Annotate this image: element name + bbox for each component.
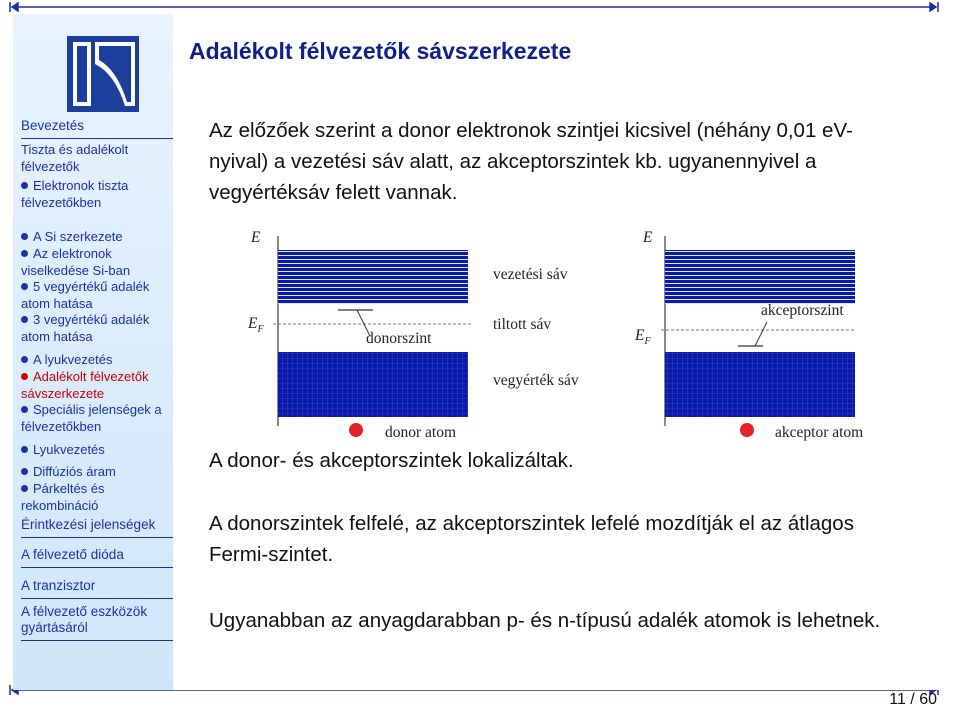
donor-level-label: donorszint [366, 330, 432, 347]
page-number: 11 / 60 [889, 691, 937, 708]
sidebar-item-diffusion[interactable]: Diffúziós áram [21, 464, 173, 481]
sidebar-item-hole-conduction[interactable]: A lyukvezetés [21, 352, 173, 369]
frame-title: Adalékolt félvezetők sávszerkezete [189, 38, 572, 64]
sidebar-item-special-phenomena[interactable]: Speciális jelenségek a félvezetőkben [21, 402, 162, 434]
bullet-icon [21, 356, 28, 363]
acceptor-pointer [755, 322, 767, 346]
forbidden-band-label: tiltott sáv [493, 316, 552, 333]
bullet-icon [21, 250, 28, 257]
bullet-icon [21, 446, 28, 453]
bullet-icon [21, 283, 28, 290]
acceptor-atom-label: akceptor atom [775, 424, 864, 441]
acceptor-level-label: akceptorszint [761, 302, 844, 319]
bullet-icon [21, 485, 28, 492]
axis-e-right: E [643, 229, 653, 246]
valence-band [278, 352, 468, 417]
paragraph-localized: A donor- és akceptorszintek lokalizáltak. [209, 449, 574, 472]
sidebar-item-hole-current[interactable]: Lyukvezetés [21, 442, 173, 459]
sidebar-section-diode[interactable]: A félvezető dióda [21, 547, 173, 568]
donor-atom-icon [349, 423, 363, 437]
paragraph-fermi-shift: A donorszintek felfelé, az akceptorszintek lefelé mozdítják el az átlagos Fermi-szintet. [209, 512, 854, 566]
bullet-icon [21, 182, 28, 189]
axis-e-left: E [251, 229, 261, 246]
nav-next-icon [930, 3, 936, 11]
bullet-icon [21, 373, 28, 380]
valence-band-right [665, 352, 855, 417]
conduction-band-right [665, 250, 855, 304]
fermi-label-right: $E_F$ [635, 327, 651, 348]
sidebar [13, 14, 173, 690]
sidebar-section-contact[interactable]: Érintkezési jelenségek [21, 517, 173, 538]
nav-prev-icon [12, 3, 18, 11]
nav-arrows-top [0, 0, 959, 14]
bullet-icon [21, 316, 28, 323]
sidebar-item-si-structure[interactable]: A Si szerkezete [21, 229, 173, 246]
bullet-icon [21, 406, 28, 413]
sidebar-item-doped-band-structure[interactable]: Adalékolt félvezetők sávszerkezete [21, 369, 149, 401]
fermi-label-left: $E_F$ [248, 315, 264, 336]
sidebar-item-5-valence[interactable]: 5 vegyértékű adalék atom hatása [21, 279, 150, 311]
sidebar-section-transistor[interactable]: A tranzisztor [21, 578, 173, 599]
university-logo-icon [65, 34, 141, 114]
sidebar-item-electrons-si[interactable]: Az elektronok viselkedése Si-ban [21, 246, 131, 278]
sidebar-subsection-pure-doped[interactable]: Tiszta és adalékolt félvezetők [21, 142, 129, 174]
acceptor-atom-icon [740, 423, 754, 437]
bullet-icon [21, 233, 28, 240]
slide-main [173, 14, 945, 690]
bullet-icon [21, 468, 28, 475]
paragraph-intro: Az előzőek szerint a donor elektronok szintjei kicsivel (néhány 0,01 eV-nyival) a vezetési sáv alatt, az akceptorszintek kb. ugyanennyivel a vegyértéksáv felett vannak. [209, 119, 853, 204]
sidebar-item-electrons-pure[interactable]: Elektronok tiszta félvezetőkben [21, 178, 129, 210]
sidebar-item-generation-recombination[interactable]: Párkeltés és rekombináció [21, 481, 105, 513]
valence-band-label: vegyérték sáv [493, 372, 579, 389]
sidebar-section-manufacturing[interactable]: A félvezető eszközök gyártásáról [21, 604, 173, 641]
conduction-band [278, 250, 468, 304]
conduction-band-label: vezetési sáv [493, 266, 568, 283]
sidebar-item-3-valence[interactable]: 3 vegyértékű adalék atom hatása [21, 312, 150, 344]
paragraph-both-types: Ugyanabban az anyagdarabban p- és n-típusú adalék atomok is lehetnek. [209, 609, 881, 632]
sidebar-section-intro[interactable]: Bevezetés [21, 118, 173, 139]
donor-atom-label: donor atom [385, 424, 457, 441]
